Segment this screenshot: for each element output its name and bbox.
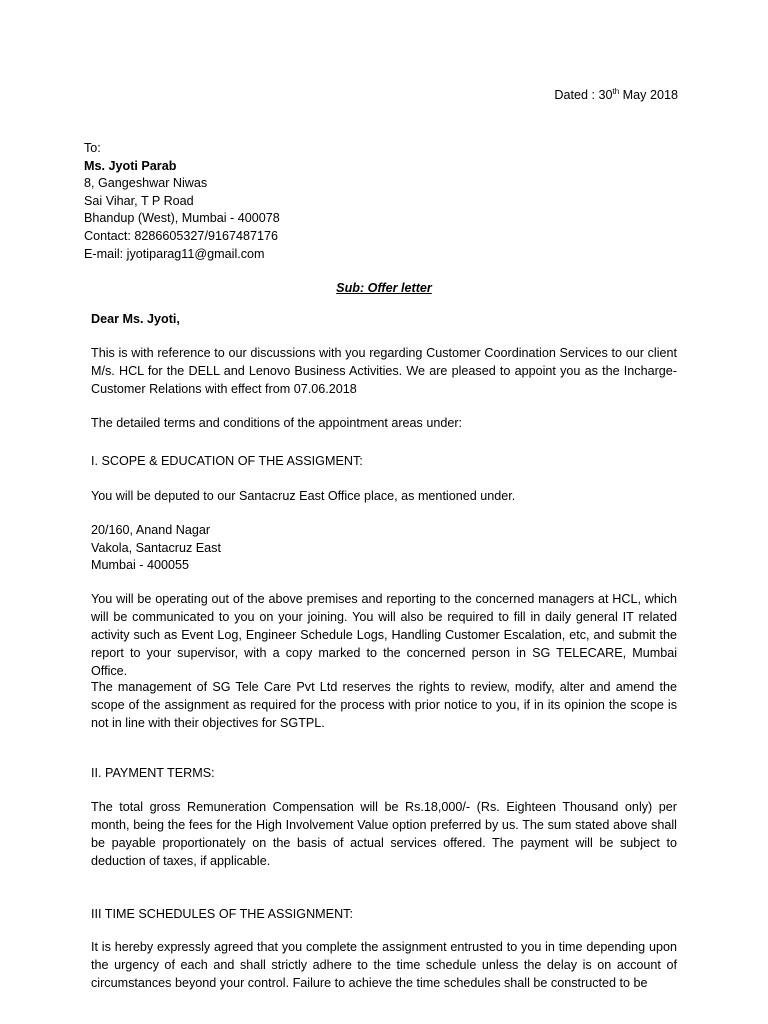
to-label: To:	[84, 141, 101, 155]
subject-line: Sub: Offer letter	[336, 281, 432, 295]
date-prefix: Dated : 30	[554, 88, 613, 102]
date-suffix: th	[612, 86, 620, 96]
paragraph-management: The management of SG Tele Care Pvt Ltd reserves the rights to review, modify, alter and amend the scope of the assignment as required for the process with prior notice to you, if in its opinion the scope is not in line with their objectives for SGTPL.	[91, 680, 677, 730]
recipient-name: Ms. Jyoti Parab	[84, 158, 177, 173]
office-line-3: Mumbai - 400055	[91, 558, 190, 573]
paragraph-deputed: You will be deputed to our Santacruz East Office place, as mentioned under.	[91, 489, 516, 503]
recipient-address	[84, 139, 677, 262]
contact-line: Contact: 8286605327/9167487176	[84, 228, 278, 243]
paragraph-intro: This is with reference to our discussions with you regarding Customer Coordination Services to our client M/s. HCL for the DELL and Lenovo Business Activities. We are pleased to appoint you as the Incharge- Customer Relations with effect from 07.06.2018	[91, 346, 677, 396]
address-line-1: 8, Gangeshwar Niwas	[84, 176, 208, 191]
paragraph-operating: You will be operating out of the above premises and reporting to the concerned managers at HCL, which will be communicated to you on your joining. You will also be required to fill in daily general IT related activity such as Event Log, Engineer Schedule Logs, Handling Customer Escalation, etc, and submit the report to your supervisor, with a copy marked to the concerned person in SG TELECARE, Mumbai Office.	[91, 592, 677, 678]
heading-scope: I. SCOPE & EDUCATION OF THE ASSIGMENT:	[91, 454, 363, 468]
office-line-2: Vakola, Santacruz East	[91, 540, 221, 555]
heading-time: III TIME SCHEDULES OF THE ASSIGNMENT:	[91, 907, 353, 921]
heading-payment: II. PAYMENT TERMS:	[91, 766, 215, 780]
salutation: Dear Ms. Jyoti,	[91, 312, 180, 326]
office-address	[91, 521, 677, 574]
paragraph-terms: The detailed terms and conditions of the appointment areas under:	[91, 416, 463, 430]
date-rest: May 2018	[619, 88, 678, 102]
office-line-1: 20/160, Anand Nagar	[91, 523, 211, 537]
paragraph-time: It is hereby expressly agreed that you complete the assignment entrusted to you in time depending upon the urgency of each and shall strictly adhere to the time schedule unless the delay is on account of circumstances beyond your control. Failure to achieve the time schedules shall be constructed to be	[91, 940, 677, 990]
letter-date	[554, 86, 678, 104]
address-line-2: Sai Vihar, T P Road	[84, 193, 194, 208]
email-line: E-mail: jyotiparag11@gmail.com	[84, 246, 265, 261]
address-line-3: Bhandup (West), Mumbai - 400078	[84, 211, 280, 226]
paragraph-payment: The total gross Remuneration Compensation will be Rs.18,000/- (Rs. Eighteen Thousand only) per month, being the fees for the High Involvement Value option preferred by us. The sum stated above shall be payable proportionately on the basis of actual services offered. The payment will be subject to deduction of taxes, if applicable.	[91, 800, 677, 868]
